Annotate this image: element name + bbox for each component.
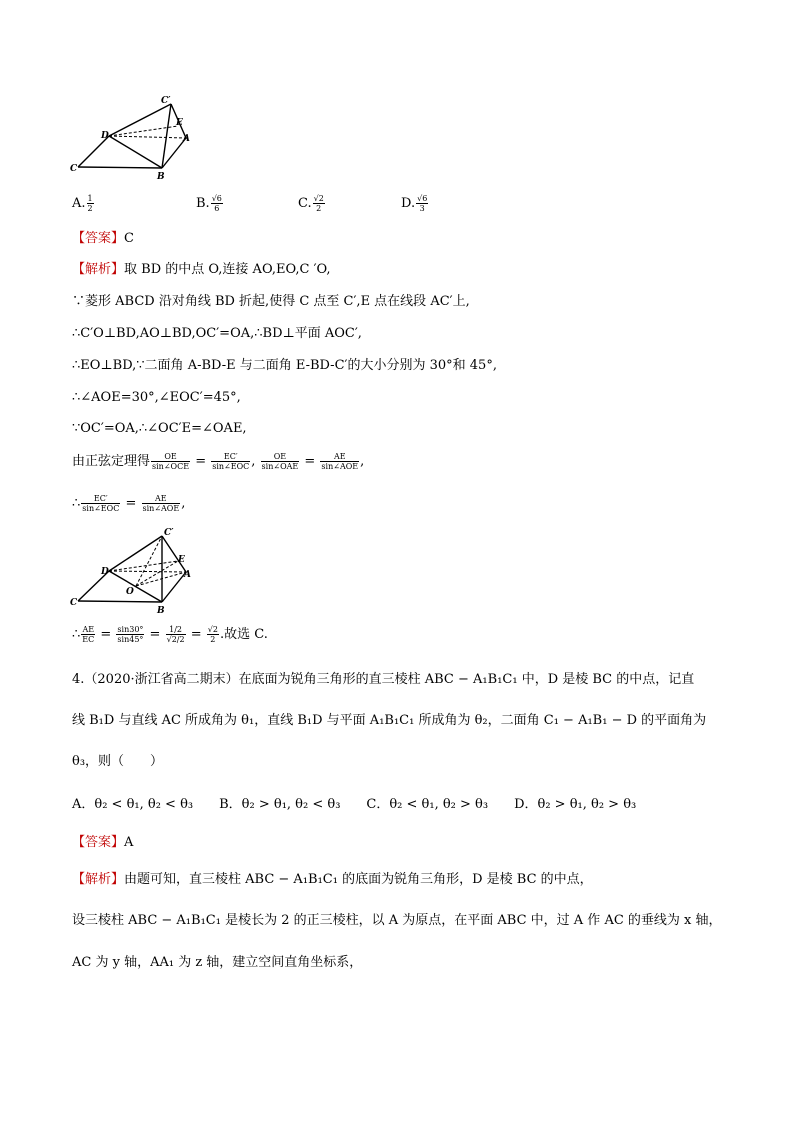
frac-num: OE bbox=[261, 452, 300, 462]
problem-4-line-3: θ₃，则（ ） bbox=[72, 754, 164, 769]
frac-den: sin∠OCE bbox=[152, 462, 190, 471]
solution-4-line-3: AC 为 y 轴，AA₁ 为 z 轴，建立空间直角坐标系， bbox=[72, 955, 363, 970]
solution-1-tag: 【解析】 bbox=[72, 262, 125, 277]
frac-den: sin∠EOC bbox=[212, 462, 250, 471]
frac-num: √2 bbox=[207, 625, 218, 634]
solution-1-line-5: ∴∠AOE=30°,∠EOC′=45°, bbox=[72, 390, 241, 405]
therefore-symbol: ∴ bbox=[72, 627, 81, 642]
solution-1-line-8: ∴ $\frac{EC'}{\text{sin∠EOC}}$ = $\frac{AE}{\text{sin∠AOE}}$ , bbox=[72, 494, 186, 513]
option-d-den: 3 bbox=[419, 204, 425, 213]
answer-4 bbox=[72, 835, 133, 851]
frac-num: AE bbox=[320, 452, 359, 462]
problem-4-options[interactable]: A．θ₂ < θ₁, θ₂ < θ₃ B．θ₂ > θ₁, θ₂ < θ₃ C．θ₂ < θ₁, θ₂ > θ₃ D．θ₂ > θ₁, θ₂ > θ₃ bbox=[72, 797, 637, 812]
option-c[interactable] bbox=[298, 194, 326, 213]
label-b: B bbox=[157, 606, 165, 616]
solution-1-text-1: 取 BD 的中点 O,连接 AO,EO,C ′O, bbox=[124, 262, 331, 277]
frac-den: 2 bbox=[210, 635, 216, 644]
frac-den: √2/2 bbox=[166, 635, 185, 644]
frac-den: EC bbox=[82, 635, 95, 644]
problem-4-line-2: 线 B₁D 与直线 AC 所成角为 θ₁，直线 B₁D 与平面 A₁B₁C₁ 所成角为 θ₂，二面角 C₁ − A₁B₁ − D 的平面角为 bbox=[72, 713, 707, 728]
frac-den: sin∠AOE bbox=[142, 504, 180, 513]
label-c-prime: C′ bbox=[164, 528, 174, 538]
option-b[interactable] bbox=[196, 194, 224, 213]
option-c-num: √2 bbox=[313, 194, 324, 203]
answer-1-value: C bbox=[124, 231, 134, 246]
solution-4-line-1 bbox=[72, 872, 593, 888]
option-b-letter: B. bbox=[196, 196, 210, 211]
option-d[interactable] bbox=[401, 194, 429, 213]
problem-4-line-1: 4.（2020·浙江省高二期末）在底面为锐角三角形的直三棱柱 ABC − A₁B₁C₁ 中，D 是棱 BC 的中点，记直 bbox=[72, 672, 695, 687]
option-a-letter: A. bbox=[72, 196, 86, 211]
solution-1-line-3: ∴C′O⊥BD,AO⊥BD,OC′=OA,∴BD⊥平面 AOC′, bbox=[72, 326, 362, 341]
option-d-letter: D. bbox=[401, 196, 416, 211]
solution-1-line-4: ∴EO⊥BD,∵二面角 A-BD-E 与二面角 E-BD-C′的大小分别为 30°和 45°, bbox=[72, 358, 497, 373]
solution-1-line-7: 由正弦定理得 $\frac{OE}{\text{sin∠OCE}}$ = $\frac{EC'}{\text{sin∠EOC}}$ , $\frac{OE}{\text{sin∠OAE}}$ = $\frac{AE}{\text{sin∠AOE}}$ , bbox=[72, 452, 365, 471]
frac-den: sin∠AOE bbox=[321, 462, 359, 471]
label-c-prime: C′ bbox=[161, 96, 171, 106]
answer-4-value: A bbox=[124, 835, 134, 850]
solution-1-line-1 bbox=[72, 262, 331, 278]
answer-4-tag: 【答案】 bbox=[72, 835, 125, 850]
solution-1-conclusion: 故选 C. bbox=[224, 627, 268, 642]
figure-folded-rhombus bbox=[66, 92, 196, 182]
answer-1 bbox=[72, 231, 134, 247]
option-b-num: √6 bbox=[211, 194, 222, 203]
frac-num: AE bbox=[142, 494, 181, 504]
frac-den: sin45° bbox=[117, 635, 144, 644]
frac-num: sin30° bbox=[117, 625, 144, 634]
frac-num: OE bbox=[151, 452, 190, 462]
label-d: D bbox=[101, 131, 109, 141]
solution-4-text-1: 由题可知，直三棱柱 ABC − A₁B₁C₁ 的底面为锐角三角形，D 是棱 BC 的中点， bbox=[124, 872, 593, 887]
solution-4-tag: 【解析】 bbox=[72, 872, 125, 887]
frac-den: sin∠EOC bbox=[82, 504, 120, 513]
solution-4-line-2: 设三棱柱 ABC − A₁B₁C₁ 是棱长为 2 的正三棱柱，以 A 为原点，在平面 ABC 中，过 A 作 AC 的垂线为 x 轴， bbox=[72, 913, 722, 928]
option-a-den: 2 bbox=[87, 204, 93, 213]
label-e: E bbox=[176, 118, 183, 128]
label-a: A bbox=[183, 134, 190, 144]
frac-den: sin∠OAE bbox=[261, 462, 299, 471]
option-d-num: √6 bbox=[417, 194, 428, 203]
option-a[interactable] bbox=[72, 194, 95, 213]
label-e: E bbox=[178, 555, 185, 565]
solution-1-line-9: ∴ $\frac{AE}{EC}$ = $\frac{\sin 30^\circ}{\sin 45^\circ}$ = $\frac{1/2}{√2/2}$ = $\frac{√2}{2}$ .故选 C. bbox=[72, 625, 268, 644]
option-b-den: 6 bbox=[214, 204, 220, 213]
solution-1-line-2: ∵菱形 ABCD 沿对角线 BD 折起,使得 C 点至 C′,E 点在线段 AC′上, bbox=[72, 294, 470, 309]
answer-1-tag: 【答案】 bbox=[72, 231, 125, 246]
label-d: D bbox=[101, 567, 109, 577]
label-c: C bbox=[70, 164, 78, 174]
frac-num: EC′ bbox=[81, 494, 120, 504]
label-o: O bbox=[126, 587, 134, 597]
frac-num: 1/2 bbox=[166, 625, 186, 635]
solution-1-line-6: ∵OC′=OA,∴∠OC′E=∠OAE, bbox=[72, 421, 247, 436]
frac-num: EC′ bbox=[211, 452, 250, 462]
label-b: B bbox=[157, 172, 165, 182]
option-c-den: 2 bbox=[316, 204, 322, 213]
frac-num: AE bbox=[82, 625, 95, 634]
label-c: C bbox=[70, 598, 78, 608]
therefore-symbol: ∴ bbox=[72, 496, 81, 511]
option-c-letter: C. bbox=[298, 196, 312, 211]
option-a-num: 1 bbox=[87, 194, 93, 203]
sine-rule-prefix: 由正弦定理得 bbox=[72, 454, 151, 469]
label-a: A bbox=[184, 570, 191, 580]
figure-folded-rhombus-with-o bbox=[66, 526, 196, 616]
